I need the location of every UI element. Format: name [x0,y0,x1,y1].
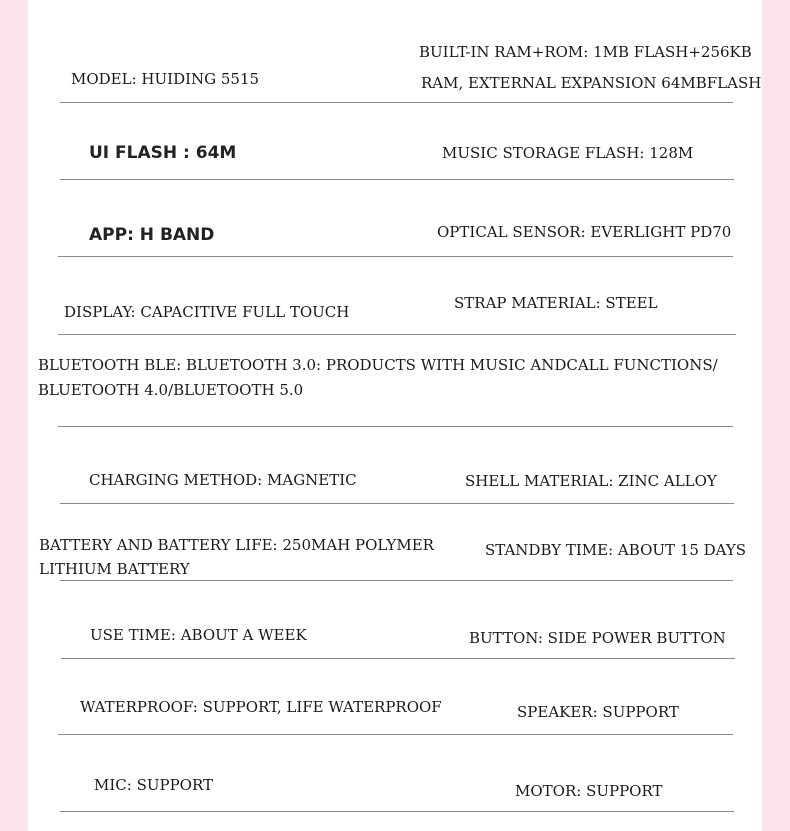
divider [58,256,733,257]
spec-bluetooth-line1: BLUETOOTH BLE: BLUETOOTH 3.0: PRODUCTS WITH MUSIC ANDCALL FUNCTIONS/ [38,356,718,374]
spec-ui-flash: UI FLASH : 64M [89,143,237,163]
spec-charging: CHARGING METHOD: MAGNETIC [89,471,357,489]
divider [60,580,733,581]
spec-mic: MIC: SUPPORT [94,776,214,794]
divider [60,179,734,180]
divider [58,334,736,335]
spec-button: BUTTON: SIDE POWER BUTTON [469,629,726,647]
spec-standby: STANDBY TIME: ABOUT 15 DAYS [485,541,747,559]
divider [58,734,733,735]
spec-bluetooth-line2: BLUETOOTH 4.0/BLUETOOTH 5.0 [38,381,304,399]
spec-optical-sensor: OPTICAL SENSOR: EVERLIGHT PD70 [437,223,732,241]
spec-battery-line2: LITHIUM BATTERY [39,560,190,578]
spec-ram-rom-line1: BUILT-IN RAM+ROM: 1MB FLASH+256KB [419,43,752,61]
spec-app: APP: H BAND [89,225,215,245]
spec-use-time: USE TIME: ABOUT A WEEK [90,626,307,644]
spec-motor: MOTOR: SUPPORT [515,782,663,800]
spec-display: DISPLAY: CAPACITIVE FULL TOUCH [64,303,350,321]
spec-strap: STRAP MATERIAL: STEEL [454,294,658,312]
spec-battery-line1: BATTERY AND BATTERY LIFE: 250MAH POLYMER [39,536,434,554]
divider [60,811,734,812]
spec-music-storage: MUSIC STORAGE FLASH: 128M [442,144,694,162]
divider [60,102,733,103]
spec-waterproof: WATERPROOF: SUPPORT, LIFE WATERPROOF [80,698,442,716]
spec-model: MODEL: HUIDING 5515 [71,70,260,88]
spec-speaker: SPEAKER: SUPPORT [517,703,679,721]
divider [61,658,735,659]
spec-shell: SHELL MATERIAL: ZINC ALLOY [465,472,717,490]
divider [58,426,733,427]
divider [60,503,734,504]
spec-ram-rom-line2: RAM, EXTERNAL EXPANSION 64MBFLASH [421,74,762,92]
